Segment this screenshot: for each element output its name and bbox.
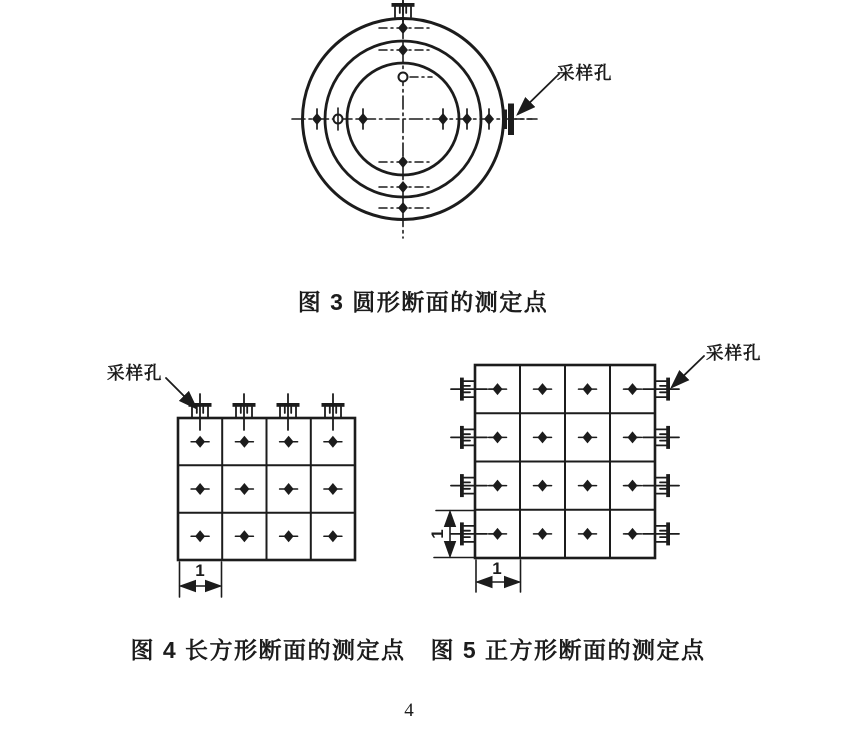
fig5-caption: 图 5 正方形断面的测定点 <box>430 637 706 663</box>
fig5-width-dimension-value: 1 <box>492 559 502 578</box>
fig4-label-leader-line <box>166 378 196 408</box>
page-number: 4 <box>404 700 414 721</box>
fig5-square-diagram <box>434 356 704 592</box>
fig5-height-dimension-value: 1 <box>428 529 447 539</box>
fig4-width-dimension-value: 1 <box>195 561 205 580</box>
fig3-caption: 图 3 圆形断面的测定点 <box>297 289 549 315</box>
fig3-circle-diagram <box>292 0 559 238</box>
fig4-caption: 图 4 长方形断面的测定点 <box>130 637 406 663</box>
fig3-vertical-axis-points <box>379 22 433 214</box>
fig3-label-leader-line <box>518 74 559 114</box>
fig5-sampling-hole-label: 采样孔 <box>706 343 762 363</box>
fig4-sampling-hole-label: 采样孔 <box>107 363 163 383</box>
fig3-sampling-hole-label: 采样孔 <box>557 63 613 83</box>
fig5-label-leader-line <box>672 356 704 387</box>
fig5-grid-lines <box>475 365 655 558</box>
